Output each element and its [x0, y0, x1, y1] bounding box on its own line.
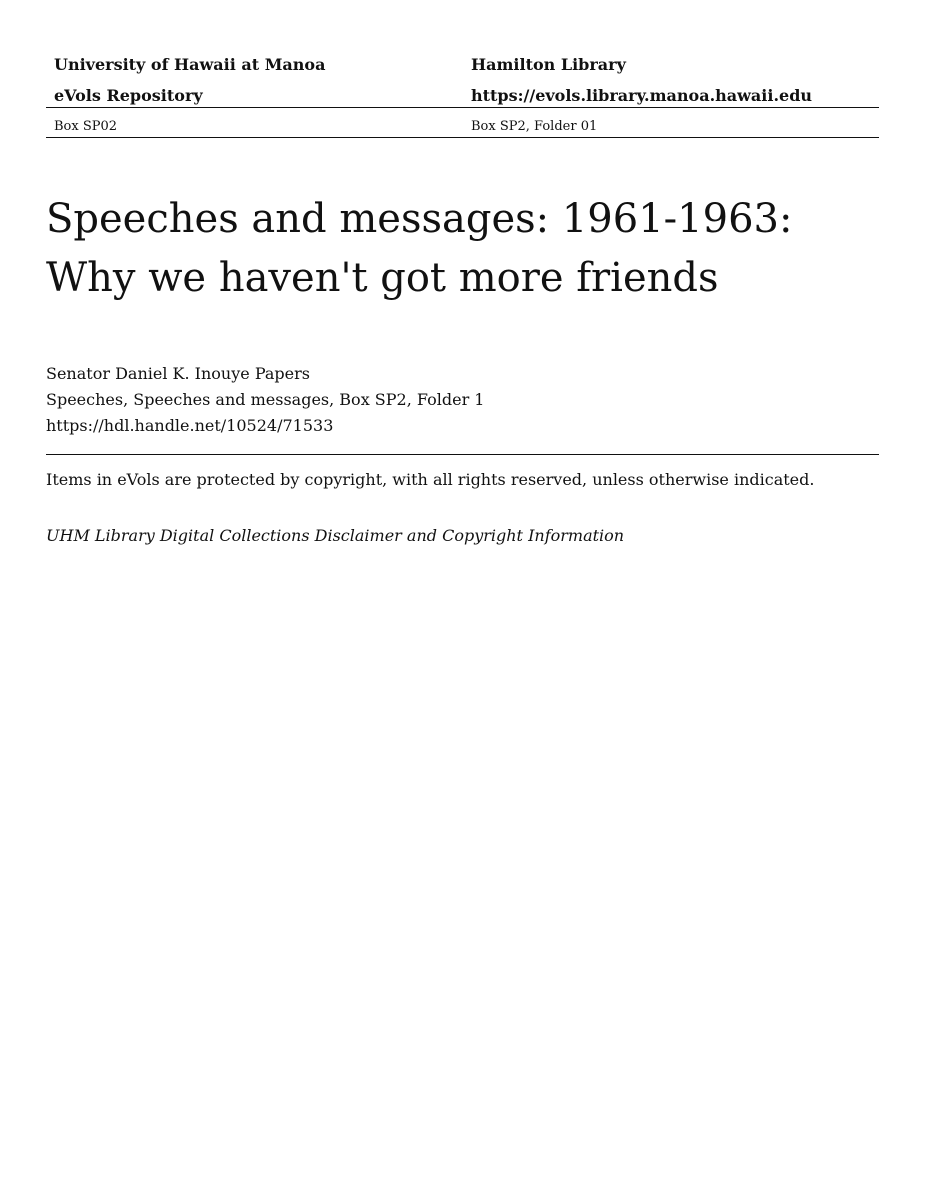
metadata-block: [46, 361, 484, 439]
series-path: Speeches, Speeches and messages, Box SP2, Folder 1: [46, 390, 485, 409]
header-divider-top: [46, 107, 879, 108]
repository-name: eVols Repository: [54, 86, 203, 105]
header-divider-bottom: [46, 137, 879, 138]
document-title-line-1: Speeches and messages: 1961-1963:: [46, 196, 793, 242]
library-name: Hamilton Library: [471, 55, 626, 74]
institution-name: University of Hawaii at Manoa: [54, 55, 326, 74]
box-label: Box SP02: [54, 119, 118, 134]
disclaimer-link[interactable]: UHM Library Digital Collections Disclaimer and Copyright Information: [46, 526, 625, 545]
document-title: [46, 190, 879, 308]
box-folder-label: Box SP2, Folder 01: [471, 119, 598, 134]
handle-link[interactable]: https://hdl.handle.net/10524/71533: [46, 416, 334, 435]
metadata-divider: [46, 454, 879, 455]
document-title-line-2: Why we haven't got more friends: [46, 255, 719, 301]
collection-name: Senator Daniel K. Inouye Papers: [46, 364, 310, 383]
rights-statement: Items in eVols are protected by copyright, with all rights reserved, unless otherwise indicated.: [46, 470, 815, 489]
repository-url[interactable]: https://evols.library.manoa.hawaii.edu: [471, 86, 813, 105]
